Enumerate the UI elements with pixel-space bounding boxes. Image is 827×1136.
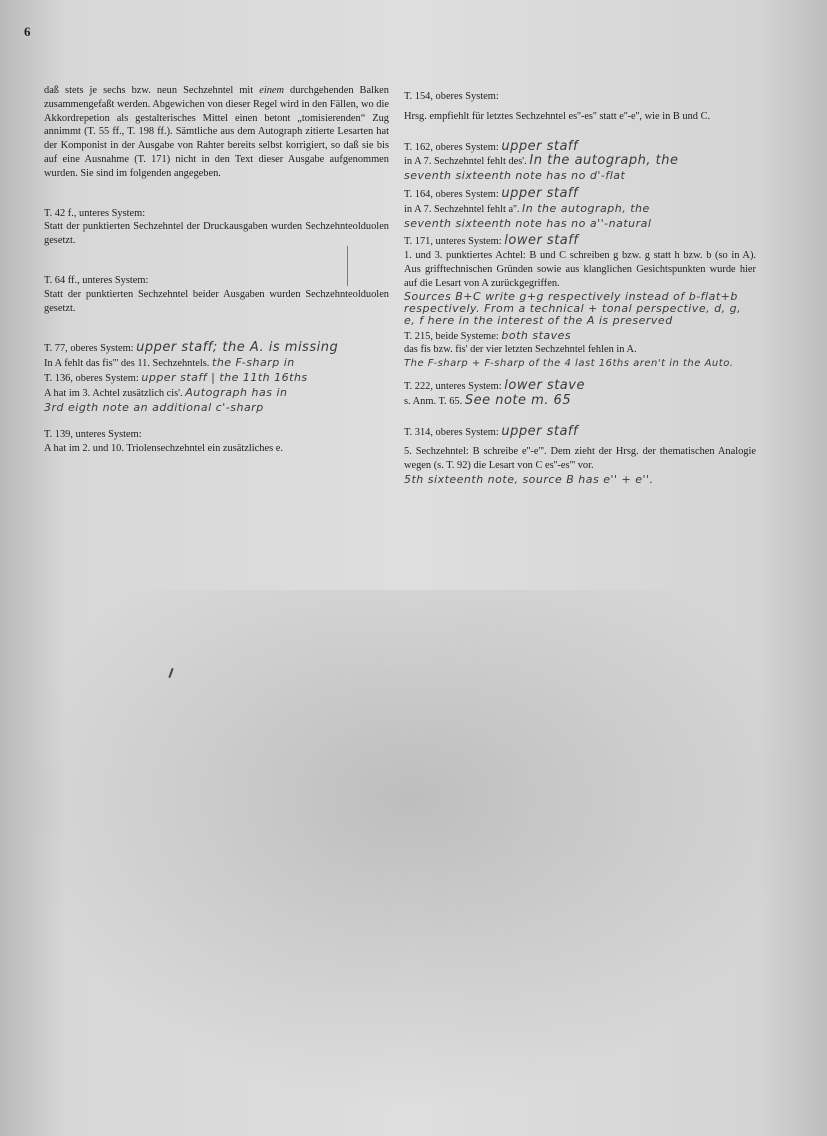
- note-heading: T. 222, unteres System: lower stave: [404, 377, 585, 393]
- note-body: in A 7. Sechzehntel fehlt a''. In the autograph, the: [404, 201, 650, 215]
- note-t171: [404, 234, 756, 326]
- handwritten-annotation: 5th sixteenth note, source B has e'' + e''.: [404, 472, 654, 486]
- handwritten-annotation: both staves: [501, 328, 572, 342]
- note-t215: [404, 329, 756, 371]
- handwritten-annotation: 3rd eigth note an additional c'-sharp: [44, 400, 264, 414]
- note-t77: [44, 341, 389, 414]
- note-t222: [404, 379, 756, 409]
- note-body: A hat im 3. Achtel zusätzlich cis'. Autograph has in: [44, 385, 288, 399]
- page-number: 6: [24, 24, 31, 39]
- handwritten-annotation: upper staff: [501, 138, 579, 154]
- note-body: In A fehlt das fis''' des 11. Sechzehntels. the F-sharp in: [44, 356, 295, 370]
- note-body: das fis bzw. fis' der vier letzten Sechzehntel fehlen in A.: [404, 344, 637, 356]
- note-heading: T. 77, oberes System: upper staff; the A. is missing: [44, 340, 339, 356]
- pencil-stroke: [347, 246, 348, 286]
- handwritten-annotation: Sources B+C write g+g respectively instead of b-flat+b respectively. From a technical + tonal perspective, d, g, e, f here in the interest of the A is preserved: [404, 289, 742, 327]
- note-body: s. Anm. T. 65. See note m. 65: [404, 392, 572, 408]
- handwritten-annotation: Autograph has in: [185, 385, 288, 399]
- handwritten-annotation: In the autograph, the: [522, 201, 650, 215]
- handwritten-annotation: the F-sharp in: [212, 356, 295, 370]
- note-t64: [44, 274, 389, 315]
- right-column: [404, 90, 756, 487]
- note-t154: [404, 90, 756, 124]
- note-body: 5. Sechzehntel: B schreibe e''-e'''. Dem zieht der Hrsg. der thematischen Analogie wegen (s. T. 92) die Lesart von C es''-es''' vor.: [404, 446, 756, 472]
- intro-paragraph: daß stets je sechs bzw. neun Sechzehntel mit einem durchgehenden Balken zusammengefaßt werden. Abgewichen von dieser Regel wird in den Fällen, wo die Akkordrepetion als gestalterisches Mittel einen betont „tomisierenden“ Zug annimmt (T. 55 ff., T. 198 ff.). Sämtliche aus dem Autograph zitierte Lesarten hat der Komponist in der Ausgabe von Rahter bereits selbst korrigiert, so daß sie bis auf eine Ausnahme (T. 171) nicht in den Text dieser Ausgabe aufgenommen wurden. Sie sind im folgenden angegeben.: [44, 85, 389, 179]
- handwritten-annotation: seventh sixteenth note has no a''-natural: [404, 216, 652, 230]
- handwritten-annotation: See note m. 65: [464, 392, 572, 408]
- handwritten-annotation: lower stave: [504, 377, 585, 393]
- note-heading: T. 162, oberes System: upper staff: [404, 138, 579, 154]
- note-body: Hrsg. empfiehlt für letztes Sechzehntel es''-es'' statt e''-e'', wie in B und C.: [404, 110, 711, 122]
- note-t139: [44, 428, 389, 456]
- note-heading: T. 314, oberes System: upper staff: [404, 423, 579, 439]
- note-body: 1. und 3. punktiertes Achtel: B und C schreiben g bzw. g statt h bzw. b (so in A). Aus grifftechnischen Gründen sowie aus klanglichen Gesichtspunkten wurde hier auf die Lesart von A zurückgegriffen.: [404, 250, 756, 289]
- note-body: in A 7. Sechzehntel fehlt des'. In the autograph, the: [404, 153, 679, 169]
- handwritten-annotation: lower staff: [504, 233, 579, 249]
- note-heading: T. 64 ff., unteres System:: [44, 274, 149, 286]
- note-heading: T. 42 f., unteres System:: [44, 207, 146, 219]
- note-t162: [404, 140, 756, 183]
- note-heading: T. 136, oberes System: upper staff | the 11th 16ths: [44, 370, 308, 384]
- note-t164: [404, 187, 756, 230]
- note-t314: [404, 425, 756, 487]
- handwritten-annotation: upper staff; the A. is missing: [136, 340, 339, 356]
- note-body: A hat im 2. und 10. Triolensechzehntel ein zusätzliches e.: [44, 443, 283, 455]
- note-heading: T. 154, oberes System:: [404, 91, 499, 102]
- note-heading: T. 171, unteres System: lower staff: [404, 233, 579, 249]
- emphasis: einem: [259, 85, 285, 96]
- handwritten-annotation: seventh sixteenth note has no d'-flat: [404, 169, 626, 183]
- note-heading: T. 164, oberes System: upper staff: [404, 185, 579, 201]
- note-heading: T. 139, unteres System:: [44, 429, 142, 441]
- handwritten-annotation: The F-sharp + F-sharp of the 4 last 16ths aren't in the Auto.: [404, 358, 734, 370]
- left-column: [44, 84, 389, 456]
- note-t42: [44, 207, 389, 248]
- note-body: Statt der punktierten Sechzehntel der Druckausgaben wurden Sechzehnteolduolen gesetzt.: [44, 221, 389, 247]
- handwritten-annotation: upper staff: [501, 423, 579, 439]
- handwritten-annotation: upper staff: [501, 185, 579, 201]
- note-body: Statt der punktierten Sechzehntel beider Ausgaben wurden Sechzehnteolduolen gesetzt.: [44, 288, 389, 314]
- bleed-through-shadow: [20, 590, 800, 1110]
- note-heading: T. 215, beide Systeme: both staves: [404, 328, 572, 342]
- handwritten-annotation: upper staff | the 11th 16ths: [141, 370, 308, 384]
- handwritten-annotation: In the autograph, the: [529, 153, 679, 169]
